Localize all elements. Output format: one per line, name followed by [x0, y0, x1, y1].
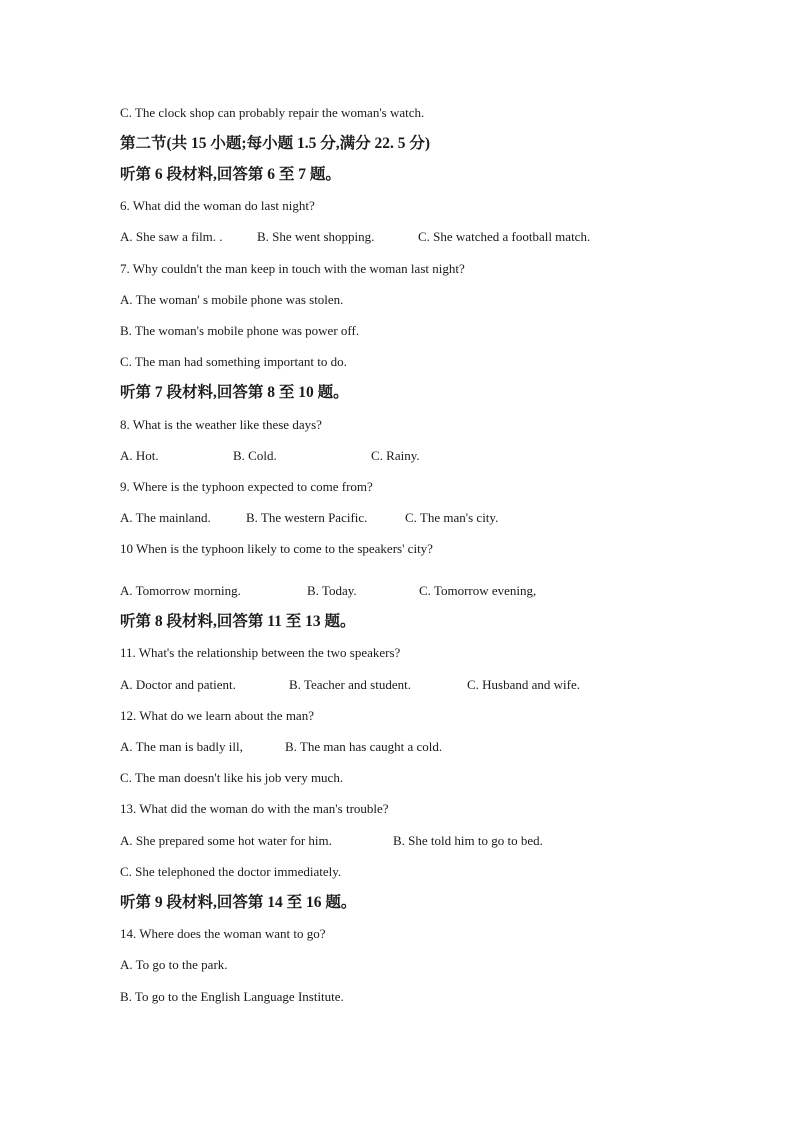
option-9a: A. The mainland.: [120, 510, 211, 525]
option-13a: A. She prepared some hot water for him.: [120, 833, 332, 848]
question-7: 7. Why couldn't the man keep in touch with the woman last night?: [120, 261, 465, 276]
section-2-heading: 第二节(共 15 小题;每小题 1.5 分,满分 22. 5 分): [120, 135, 430, 152]
passage-6-heading: 听第 6 段材料,回答第 6 至 7 题。: [120, 166, 341, 183]
option-10b: B. Today.: [307, 583, 357, 598]
option-10a: A. Tomorrow morning.: [120, 583, 241, 598]
option-11c: C. Husband and wife.: [467, 677, 581, 692]
question-14: 14. Where does the woman want to go?: [120, 926, 326, 941]
option-6c: C. She watched a football match.: [418, 229, 591, 244]
question-6: 6. What did the woman do last night?: [120, 198, 315, 213]
question-9: 9. Where is the typhoon expected to come from?: [120, 479, 373, 494]
question-13: 13. What did the woman do with the man's trouble?: [120, 801, 389, 816]
question-11: 11. What's the relationship between the two speakers?: [120, 645, 401, 660]
passage-8-heading: 听第 8 段材料,回答第 11 至 13 题。: [120, 613, 356, 630]
option-9c: C. The man's city.: [405, 510, 499, 525]
option-7c: C. The man had something important to do.: [120, 354, 347, 369]
option-8b: B. Cold.: [233, 448, 277, 463]
passage-7-heading: 听第 7 段材料,回答第 8 至 10 题。: [120, 384, 349, 401]
option-8c: C. Rainy.: [371, 448, 420, 463]
option-14a: A. To go to the park.: [120, 957, 228, 972]
option-9b: B. The western Pacific.: [246, 510, 368, 525]
option-11b: B. Teacher and student.: [289, 677, 411, 692]
option-7a: A. The woman' s mobile phone was stolen.: [120, 292, 344, 307]
option-14b: B. To go to the English Language Institute.: [120, 989, 344, 1004]
passage-9-heading: 听第 9 段材料,回答第 14 至 16 题。: [120, 894, 357, 911]
option-5c: C. The clock shop can probably repair the woman's watch.: [120, 105, 425, 120]
question-10: 10 When is the typhoon likely to come to the speakers' city?: [120, 541, 433, 556]
option-6b: B. She went shopping.: [257, 229, 375, 244]
option-13b: B. She told him to go to bed.: [393, 833, 543, 848]
option-12a: A. The man is badly ill,: [120, 739, 243, 754]
option-10c: C. Tomorrow evening,: [419, 583, 537, 598]
option-6a: A. She saw a film. .: [120, 229, 223, 244]
option-7b: B. The woman's mobile phone was power off.: [120, 323, 360, 338]
option-8a: A. Hot.: [120, 448, 159, 463]
option-11a: A. Doctor and patient.: [120, 677, 236, 692]
option-12c: C. The man doesn't like his job very much.: [120, 770, 344, 785]
question-8: 8. What is the weather like these days?: [120, 417, 322, 432]
option-12b: B. The man has caught a cold.: [285, 739, 443, 754]
option-13c: C. She telephoned the doctor immediately.: [120, 864, 342, 879]
question-12: 12. What do we learn about the man?: [120, 708, 314, 723]
